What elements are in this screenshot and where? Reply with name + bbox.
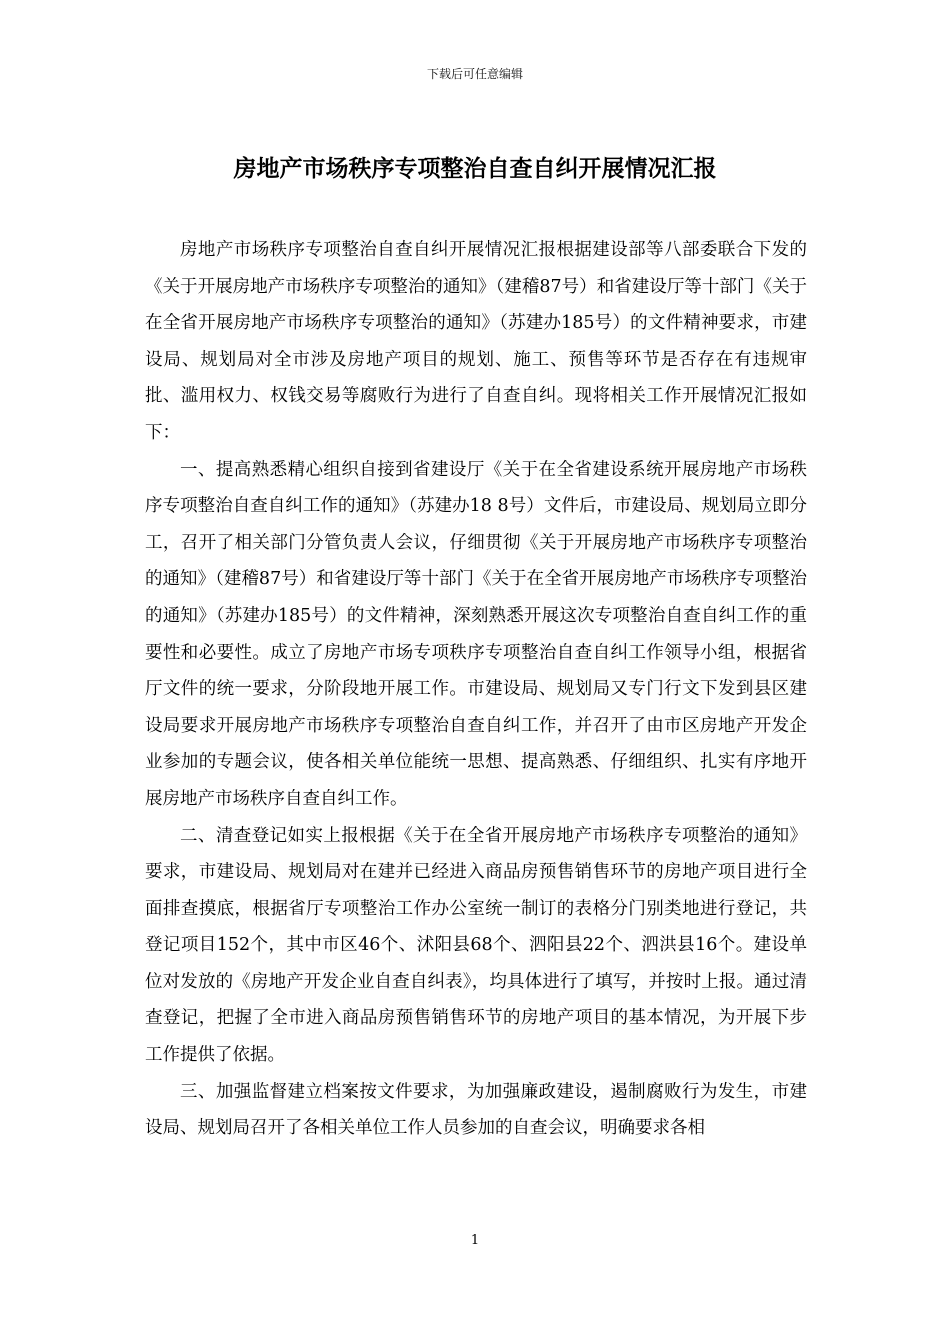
document-title: 房地产市场秩序专项整治自查自纠开展情况汇报 [233, 156, 717, 182]
paragraph-section-3: 三、加强监督建立档案按文件要求，为加强廉政建设，遏制腐败行为发生，市建设局、规划局召开了各相关单位工作人员参加的自查会议，明确要求各相 [145, 1081, 807, 1139]
paragraph-intro: 房地产市场秩序专项整治自查自纠开展情况汇报根据建设部等八部委联合下发的《关于开展房地产市场秩序专项整治的通知》（建稽87号）和省建设厅等十部门《关于在全省开展房地产市场秩序专项整治的通知》（苏建办185号）的文件精神要求，市建设局、规划局对全市涉及房地产项目的规划、施工、预售等环节是否存在有违规审批、滥用权力、权钱交易等腐败行为进行了自查自纠。现将相关工作开展情况汇报如下： [145, 240, 807, 443]
paragraph-section-1: 一、提高熟悉精心组织自接到省建设厅《关于在全省建设系统开展房地产市场秩序专项整治自查自纠工作的通知》（苏建办18 8号）文件后，市建设局、规划局立即分工，召开了相关部门分管负责人会议，仔细贯彻《关于开展房地产市场秩序专项整治的通知》（建稽87号）和省建设厅等十部门《关于在全省开展房地产市场秩序专项整治的通知》（苏建办185号）的文件精神，深刻熟悉开展这次专项整治自查自纠工作的重要性和必要性。成立了房地产市场专项秩序专项整治自查自纠工作领导小组，根据省厅文件的统一要求，分阶段地开展工作。市建设局、规划局又专门行文下发到县区建设局要求开展房地产市场秩序专项整治自查自纠工作，并召开了由市区房地产开发企业参加的专题会议，使各相关单位能统一思想、提高熟悉、仔细组织、扎实有序地开展房地产市场秩序自查自纠工作。 [145, 459, 807, 809]
page-number: 1 [470, 1233, 480, 1248]
header-note: 下载后可任意编辑 [426, 67, 523, 81]
document-body [145, 232, 807, 1147]
paragraph-section-2: 二、清查登记如实上报根据《关于在全省开展房地产市场秩序专项整治的通知》要求，市建设局、规划局对在建并已经进入商品房预售销售环节的房地产项目进行全面排查摸底，根据省厅专项整治工作办公室统一制订的表格分门别类地进行登记，共登记项目152个，其中市区46个、沭阳县68个、泗阳县22个、泗洪县16个。建设单位对发放的《房地产开发企业自查自纠表》，均具体进行了填写，并按时上报。通过清查登记，把握了全市进入商品房预售销售环节的房地产项目的基本情况，为开展下步工作提供了依据。 [145, 825, 807, 1066]
